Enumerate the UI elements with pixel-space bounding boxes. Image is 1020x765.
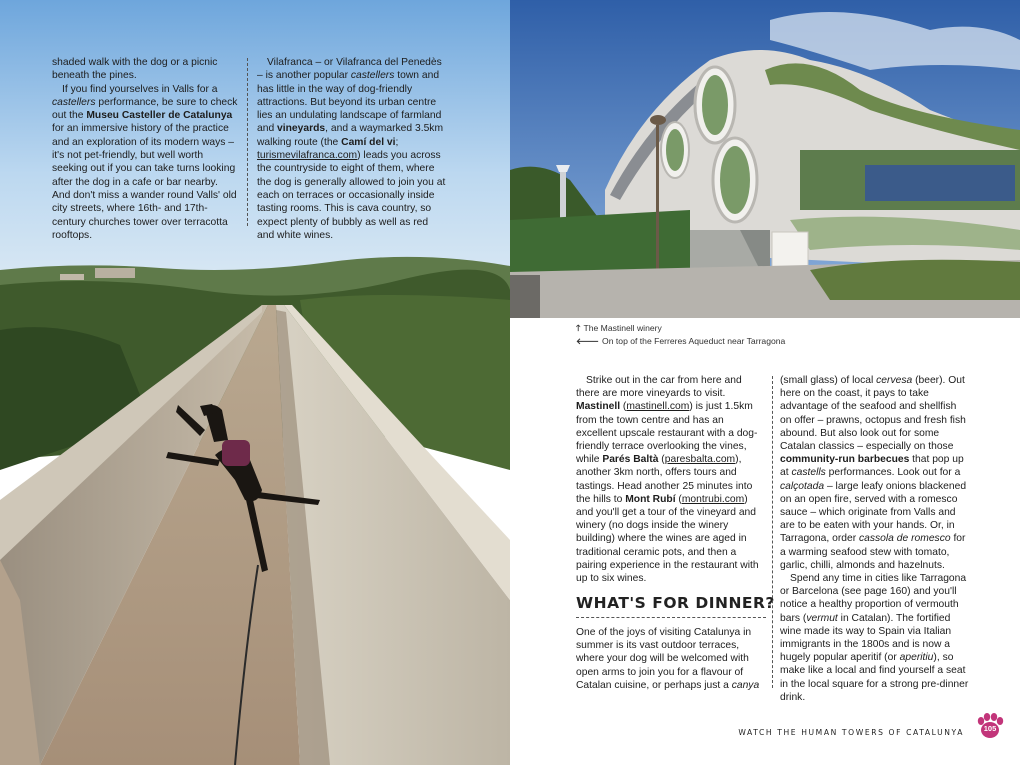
website-link[interactable]: paresbalta.com [664, 454, 736, 466]
photo-caption: 🡑 The Mastinell winery [576, 323, 662, 333]
winery-illustration [510, 0, 1020, 318]
right-column-1-lower [576, 626, 766, 692]
paragraph: One of the joys of visiting Catalunya in summer is its vast outdoor terraces, where your dog will be welcomed with open arms to join you for a flavour of Catalan cuisine, or perhaps just a canya [576, 627, 760, 691]
column-divider [247, 58, 248, 226]
left-column-2 [257, 56, 447, 242]
left-column-1 [52, 56, 238, 242]
photo-caption: 🡐 On top of the Ferreres Aqueduct near Tarragona [576, 336, 786, 346]
right-column-1 [576, 374, 766, 585]
page-number: 105 [983, 724, 997, 733]
paragraph: Spend any time in cities like Tarragona or Barcelona (see page 160) and you'll notice a healthy proportion of vermouth bars (vermut in Catalan). The fortified wine made its way to Spain via Italian immigrants in the 1800s and is now a hugely popular aperitif (or aperitiu), so make like a local and find yourself a seat in the local square for a strong pre-dinner drink. [780, 573, 969, 703]
winery-photo [510, 0, 1020, 318]
paragraph: Vilafranca – or Vilafranca del Penedès – is another popular castellers town and has little in the way of dog-friendly attractions. But beyond its urban centre lies an undulating landscape of farmland and vineyards, and a waymarked 3.5km walking route (the Camí del vi; turismevilafranca.com) leads you across the countryside to eight of them, where the dog is generally allowed to join you at each on terraces or occasionally inside tasting rooms. This is cava country, so expect plenty of bubbly as well as red and white wines. [257, 57, 446, 241]
website-link[interactable]: turismevilafranca.com [257, 150, 358, 162]
column-divider [772, 376, 773, 688]
paragraph: If you find yourselves in Valls for a castellers performance, be sure to check out the Museu Casteller de Catalunya for an immersive history of the practice and an exploration of its modern ways – it's not pet-friendly, but well worth seeking out if you can take turns looking after the dog in a cafe or bar nearby. And don't miss a wander round Valls' old city streets, where 16th- and 17th-century churches tower over terracotta rooftops. [52, 83, 238, 241]
website-link[interactable]: montrubi.com [681, 493, 745, 505]
paragraph: Strike out in the car from here and there are more vineyards to visit. Mastinell (mastinell.com) is just 1.5km from the town centre and has an excellent upscale restaurant with a dog-friendly terrace overlooking the vines, while Parés Baltà (paresbalta.com), another 3km north, offers tours and tastings. Head another 25 minutes into the hills to Mont Rubí (montrubi.com) and you'll get a tour of the vineyard and winery (no dogs inside the winery building) where the wines are aged in traditional ceramic pots, and then a pairing experience in the restaurant with up to six wines. [576, 375, 759, 585]
right-column-2 [780, 374, 970, 704]
up-arrow-icon: 🡑 [576, 323, 581, 333]
running-title: WATCH THE HUMAN TOWERS OF CATALUNYA [738, 728, 964, 737]
heading-rule [576, 617, 766, 618]
paragraph: shaded walk with the dog or a picnic beneath the pines. [52, 57, 218, 82]
website-link[interactable]: mastinell.com [626, 401, 690, 413]
left-arrow-icon: 🡐 [576, 336, 600, 346]
section-heading: WHAT'S FOR DINNER? [576, 594, 775, 612]
paw-icon [975, 712, 1005, 742]
paragraph: (small glass) of local cervesa (beer). Out here on the coast, it pays to take advantage of the seafood and shellfish on offer – prawns, octopus and fresh fish abound. But also look out for some Catalan classics – especially on those community-run barbecues that pop up at castells performances. Look out for a calçotada – large leafy onions blackened on an open fire, served with a romesco sauce – which originate from Valls and are to be eaten with your hands. Or, in Tarragona, order cassola de romesco for a warming seafood stew with tomato, garlic, chilli, almonds and hazelnuts. [780, 375, 967, 571]
